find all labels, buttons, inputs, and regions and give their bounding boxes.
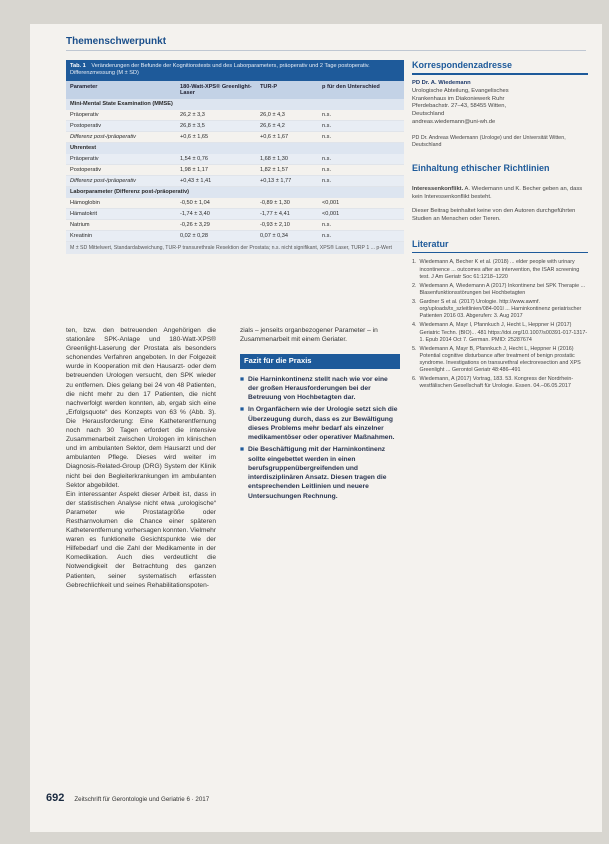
table-cell: Präoperativ (70, 111, 99, 118)
address-line: Krankenhaus im Diakoniewerk Ruhr (412, 95, 505, 102)
table-cell: Hämatokrit (70, 210, 98, 217)
page-footer (46, 792, 209, 804)
fazit-heading: Fazit für die Praxis (240, 354, 400, 368)
table-cell: +0,6 ± 1,67 (260, 133, 289, 140)
table-row (66, 231, 404, 242)
fazit-item (240, 405, 400, 442)
table-cell: 26,8 ± 3,5 (180, 122, 205, 129)
conflict-of-interest (412, 186, 588, 202)
correspondence-address (412, 80, 588, 127)
address-line: Deutschland (412, 111, 445, 118)
table-cell: Natrium (70, 221, 90, 228)
reference-number: 2. (412, 282, 417, 289)
table-cell: -0,26 ± 3,29 (180, 221, 210, 228)
fazit-text: Die Beschäftigung mit der Harninkontinenz sollte eingebettet werden in einen berufsgruppenübergreifenden und interdisziplinären Ansatz. Diesen tragen die entsprechenden Leitlinien und neuere Untersuchungen Rechnung. (248, 446, 387, 500)
fazit-text: Die Harninkontinenz stellt nach wie vor eine der großen Herausforderungen bei der Betreuung von Hochbetagten dar. (248, 375, 388, 402)
fazit-item (240, 375, 400, 403)
table-cell: Postoperativ (70, 166, 102, 173)
table-cell: n.s. (322, 133, 332, 140)
reference-text: Wiedemann A, Mayr B, Pfannkuch J, Hecht L, Heppner H (2016) Potential cognitive disturbance after treatment of benign prostatic syndrome. Investigations on transurethral electroresection and XPS Greenlight ... Gerontol Geriatr 48:486–491 (419, 345, 581, 374)
table-cell: +0,43 ± 1,41 (180, 177, 212, 184)
table-group-heading: Uhrentest (66, 143, 404, 154)
body-text-continued: zials – jenseits organbezogener Parameter – in Zusammenarbeit mit einem Geriater. (240, 327, 378, 344)
table-group-heading: Laborparameter (Differenz post-/präoperativ) (66, 187, 404, 198)
body-column-1 (66, 326, 216, 590)
reference-number: 3. (412, 299, 417, 306)
table-cell: 1,82 ± 1,57 (260, 166, 288, 173)
reference-text: Wiedemann A, Becher K et al. (2018) ... elder people with urinary incontinence ... outcomes after an intervention, the ISAR screening test. J Am Geriatr Soc 61:1218–1220 (419, 259, 580, 280)
reference-text: Wiedemann, A (2017) Vortrag, 183. 53. Kongress der Nordrhein-westfälischen Gesellschaft für Urologie. Essen. 04.–06.05.2017 (419, 376, 574, 390)
table-row (66, 110, 404, 121)
table-cell: n.s. (322, 166, 332, 173)
table-cell: -1,77 ± 4,41 (260, 210, 290, 217)
table-cell: Präoperativ (70, 155, 99, 162)
table-cell: Differenz post-/präoperativ (70, 133, 136, 140)
table-cell: +0,6 ± 1,65 (180, 133, 209, 140)
table-cell: n.s. (322, 221, 332, 228)
table-header-cell: p für den Unterschied (322, 83, 380, 90)
body-column-2 (240, 326, 400, 504)
reference-number: 5. (412, 345, 417, 352)
table-cell: Postoperativ (70, 122, 102, 129)
reference-item (412, 346, 588, 375)
table-row (66, 132, 404, 143)
table-cell: 1,68 ± 1,30 (260, 155, 288, 162)
bullet-icon: ■ (240, 406, 245, 414)
table-cell: 26,0 ± 4,3 (260, 111, 285, 118)
table-cell: +0,13 ± 1,77 (260, 177, 292, 184)
body-text: ten, bzw. den betreuenden Angehörigen die stationäre SPK-Anlage und 180-Watt-XPS® Greenlight-Laserung der Prostata als besonders schonendes Verfahren angeboten. In der Folgezeit wurde in Kooperation mit den Hausarzt- oder dem betreuenden Urologen versucht, den SPK wieder zu entfernen. Dies gelang bei 24 von 48 Patienten, die nicht mehr zu den 17 Patienten, die nicht nachverfolgt werden konnten, ab, ergab sich eine „Erfolgsquote“ des Konzepts von 63 % (Abb. 3). Die Herausforderung: Eine Katheterentfernung noch nach 30 Tagen erfordert die intensive Zusammenarbeit zwischen Urologen im klinischen und im ambulanten Sektor, dem Hausarzt und der ambulanten Pflege. Dieses wird weiter im Diagnosis-Related-Group (DRG) System der Klinik nicht bei den Begleiterkrankungen im ambulanten Sektor abgebildet. Ein interessanter Aspekt dieser Arbeit ist, dass in der statistischen Analyse nicht etwa „urologische“ Parameter wie Prostatagröße oder Restharnvolumen die Chance einer späteren Katheterentfernung vorhersagen konnten. Vielmehr waren es funktionelle Gesichtspunkte wie der Hilfebedarf und die Zahl der Medikamente in der Komedikation. Auch dies verdeutlicht die Notwendigkeit der Betrachtung des ganzen Patienten, seiner systematisch erfassten Gebrechlichkeit und seines Rehabilitationspoten- (66, 327, 216, 589)
section-header: Themenschwerpunkt (66, 36, 167, 47)
table-row (66, 176, 404, 187)
table-label: Tab. 1 (70, 63, 86, 69)
table-cell: n.s. (322, 232, 332, 239)
sidebar (412, 60, 588, 393)
table-group-heading: Mini-Mental State Examination (MMSE) (66, 99, 404, 110)
table-cell: 26,6 ± 4,2 (260, 122, 285, 129)
table-cell: n.s. (322, 111, 332, 118)
reference-item (412, 283, 588, 297)
correspondence-name: PD Dr. A. Wiedemann (412, 80, 471, 86)
table-cell: Kreatinin (70, 232, 93, 239)
table-cell: 26,2 ± 3,3 (180, 111, 205, 118)
table-cell: Differenz post-/präoperativ (70, 177, 136, 184)
reference-text: Gardner S et al. (2017) Urologie. http://www.awmf. org/uploads/tx_szleitlinien/084-001l ... Harninkontinenz geriatrischer Patienten 2016 03. Abgerufen: 3. Aug 2017 (419, 299, 582, 320)
bullet-icon: ■ (240, 446, 245, 454)
journal-name: Zeitschrift für Gerontologie und Geriatrie 6 · 2017 (74, 796, 210, 803)
table-row (66, 154, 404, 165)
table-cell: Hämoglobin (70, 199, 100, 206)
table-body (66, 99, 404, 242)
table-cell: n.s. (322, 155, 332, 162)
reference-number: 4. (412, 322, 417, 329)
email-link[interactable]: andreas.wiedemann@uni-wh.de (412, 119, 496, 126)
table-caption-text: Veränderungen der Befunde der Kognitionstests und des Laborparameters, präoperativ und 2 Tage postoperativ. Differenzmessung (M ± SD) (70, 63, 370, 77)
literature-heading: Literatur (412, 239, 588, 253)
table-cell: 0,07 ± 0,34 (260, 232, 288, 239)
table-cell: <0,001 (322, 210, 340, 217)
reference-text: Wiedemann A, Wiedemann A (2017) Inkontinenz bei SPK Therapie ... Blasenfunktionsstörungen bei Hochbetagten (419, 282, 586, 296)
fazit-text: In Organfächern wie der Urologie setzt sich die Überzeugung durch, dass es zur Bewältigung dieses Problems mehr bedarf als einzelner medikamentöser oder operativer Maßnahmen. (248, 406, 398, 442)
table-header-cell: TUR-P (260, 83, 278, 90)
address-line: Pferdebachstr. 27–43, 58455 Witten, (412, 103, 507, 110)
table-row (66, 165, 404, 176)
table-cell: -1,74 ± 3,40 (180, 210, 210, 217)
results-table (66, 60, 404, 254)
reference-item (412, 259, 588, 280)
table-header-cell: Parameter (70, 83, 98, 90)
fazit-list (240, 375, 400, 501)
reference-text: Wiedemann A, Mayr I, Pfannkuch J, Hecht L, Heppner H (2017) Geriatric Techn. (BIO)... 481 https://doi.org/10.1007/s00391-017-1317-1. Epub 2014 Oct 7. German. PMID: 25287674 (419, 322, 588, 343)
table-cell: -0,89 ± 1,30 (260, 199, 290, 206)
reference-item (412, 299, 588, 320)
reference-number: 1. (412, 259, 417, 266)
table-caption (66, 60, 404, 81)
reference-item (412, 376, 588, 390)
table-cell: -0,50 ± 1,04 (180, 199, 210, 206)
bullet-icon: ■ (240, 375, 245, 383)
table-header (66, 81, 404, 99)
conflict-label: Interessenkonflikt. (412, 186, 464, 193)
table-row (66, 209, 404, 220)
table-header-cell: 180-Watt-XPS® Greenlight-Laser (180, 83, 252, 96)
table-row (66, 121, 404, 132)
fazit-item (240, 445, 400, 501)
reference-list (412, 259, 588, 390)
header-rule (66, 50, 586, 51)
table-row (66, 220, 404, 231)
table-cell: n.s. (322, 177, 332, 184)
photo-caption: PD Dr. Andreas Wiedemann (Urologe) und der Universität Witten, Deutschland (412, 134, 566, 149)
table-cell: n.s. (322, 122, 332, 129)
table-cell: -0,93 ± 2,10 (260, 221, 290, 228)
ethics-heading: Einhaltung ethischer Richtlinien (412, 163, 550, 174)
address-line: Urologische Abteilung, Evangelisches (412, 87, 509, 94)
reference-item (412, 322, 588, 343)
ethics-statement: Dieser Beitrag beinhaltet keine von den Autoren durchgeführten Studien an Menschen oder Tieren. (412, 207, 576, 222)
table-cell: 0,02 ± 0,28 (180, 232, 208, 239)
reference-number: 6. (412, 376, 417, 383)
conflict-text: A. Wiedemann und K. Becher geben an, dass kein Interessenkonflikt besteht. (412, 186, 583, 200)
journal-page (30, 24, 602, 832)
table-cell: 1,54 ± 0,76 (180, 155, 208, 162)
table-row (66, 198, 404, 209)
table-cell: 1,98 ± 1,17 (180, 166, 208, 173)
correspondence-heading: Korrespondenzadresse (412, 60, 588, 75)
table-footnote: M ± SD Mittelwert, Standardabweichung, TUR-P transurethrale Resektion der Prostata; n.s. nicht signifikant, XPS® Laser, TURP 1 ... p-Wert (66, 242, 404, 255)
page-number: 692 (46, 792, 65, 804)
table-cell: <0,001 (322, 199, 340, 206)
